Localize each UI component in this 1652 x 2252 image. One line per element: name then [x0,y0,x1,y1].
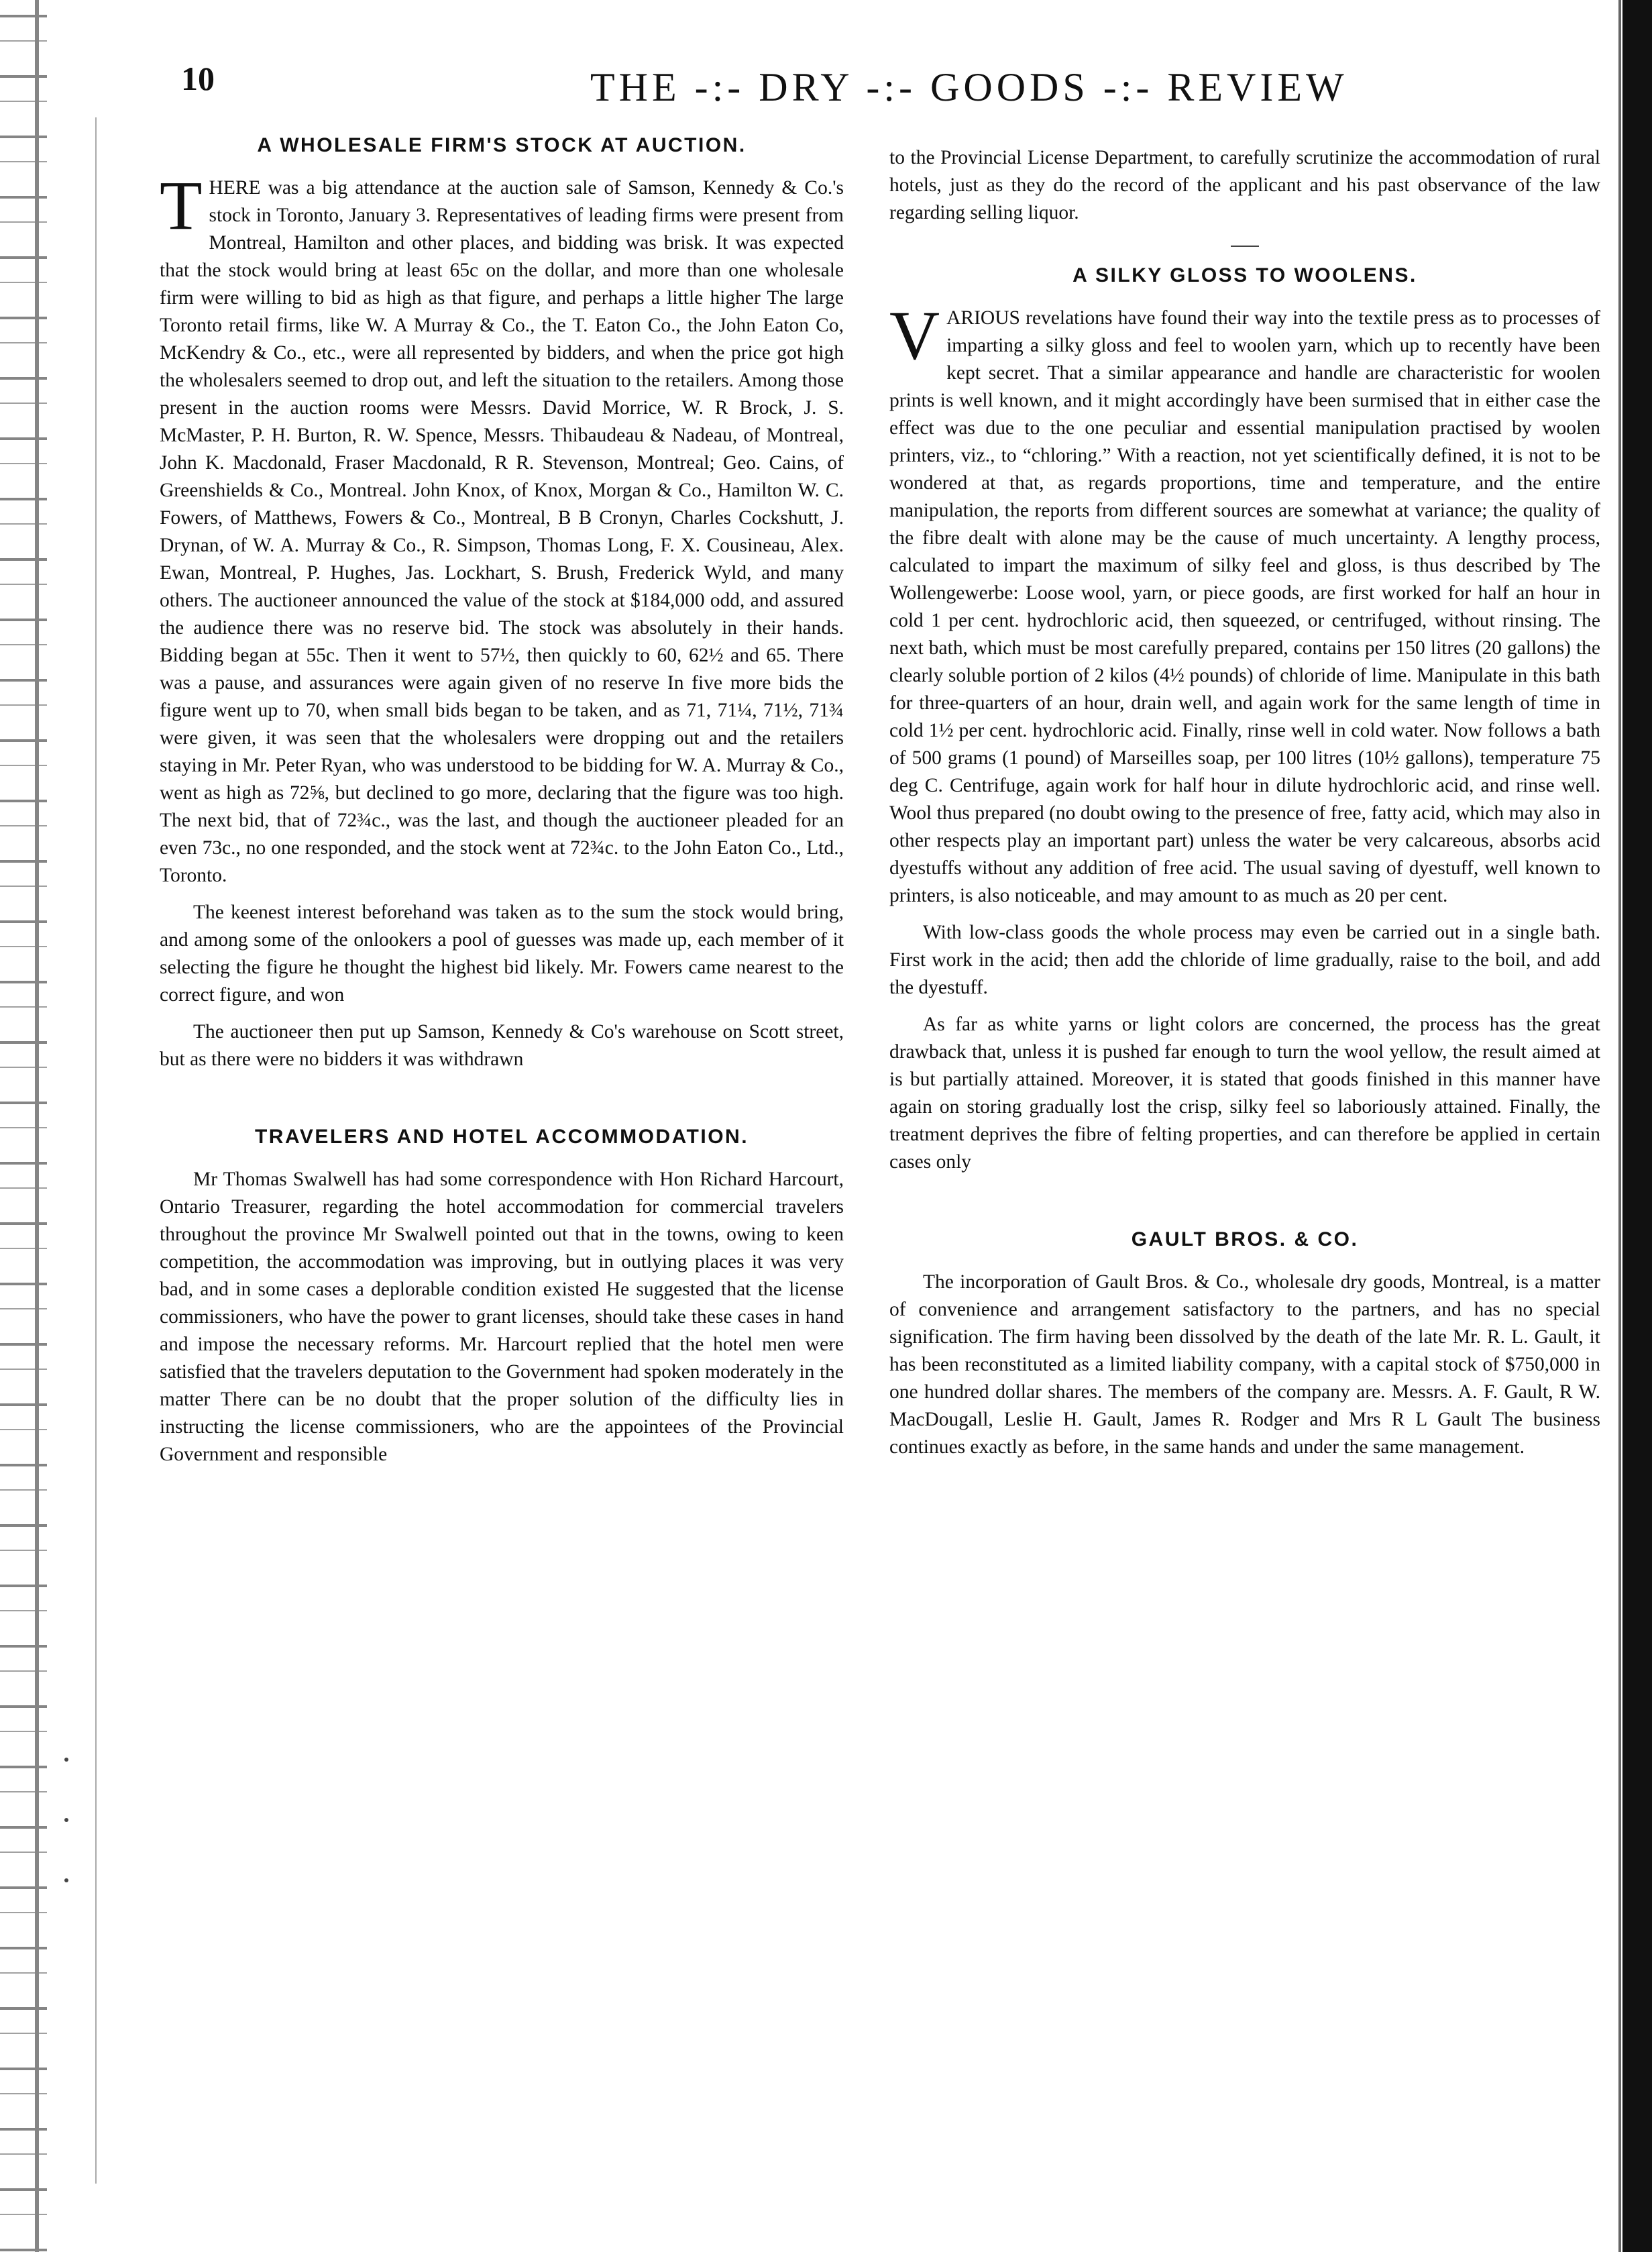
margin-mark [64,1878,68,1882]
divider-rule [889,233,1600,251]
article-headline: A SILKY GLOSS TO WOOLENS. [1072,264,1417,286]
margin-mark [64,1758,68,1762]
scan-right-edge [1622,0,1652,2252]
article-paragraph: Mr Thomas Swalwell has had some correspondence with Hon Richard Harcourt, Ontario Treasurer, regarding the hotel accommodation for commercial travelers throughout the province Mr Swalwell pointed out that in the towns, owing to keen competition, the accommodation was improving, but in outlying places it was very bad, and in some cases a deplorable condition existed He suggested that the license commissioners, who have the power to grant licenses, should take these cases in hand and impose the necessary reforms. Mr. Harcourt replied that the hotel men were satisfied that the travelers deputation to the Government had spoken moderately in the matter There can be no doubt that the proper solution of the difficulty lies in instructing the license commissioners, who are the appointees of the Provincial Government and responsible [160,1169,844,1465]
article-gault [889,1228,1600,1461]
drop-cap: T [160,167,203,244]
article-headline: TRAVELERS AND HOTEL ACCOMMODATION. [254,1126,749,1148]
article-paragraph: As far as white yarns or light colors are concerned, the process has the great drawback that, unless it is pushed far enough to turn the wool yellow, the result aimed at is but partially attained. Moreover, it is stated that goods finished in this manner have again on storing gradually lost the crisp, silky feel so laboriously attained. Finally, the treatment deprives the fibre of felting properties, and can therefore be applied in certain cases only [889,1014,1600,1173]
page-number: 10 [181,60,215,97]
running-head: THE -:- DRY -:- GOODS -:- REVIEW [590,65,1348,109]
paragraph-text: ARIOUS revelations have found their way into the textile press as to processes of imparting a silky gloss and feel to woolen yarn, which up to recently have been kept secret. That a similar appearance and handle are characteristic for woolen prints is well known, and it might accordingly have been surmised that in either case the effect was due to the one peculiar and essential manipulation practised by woolen printers, viz., to “chloring.” With a reaction, not yet scientifically defined, it is not to be wondered at that, as regards proportions, time and temperature, and the entire manipulation, the reports from different sources are somewhat at variance; the quality of the fibre dealt with alone may be the cause of much uncertainty. A lengthy process, calculated to impart the maximum of silky feel and gloss, is thus described by The Wollengewerbe: Loose wool, yarn, or piece goods, are first worked for half an hour in cold 1 per cent. hydrochloric acid, then squeezed, or centrifuged, without rinsing. The next bath, which must be most carefully prepared, contains per 150 litres (20 gallons) the clearly soluble portion of 2 kilos (4½ pounds) of chloride of lime. Manipulate in this bath for three-quarters of an hour, drain well, and again work for the same length of time in cold 1½ per cent. hydrochloric acid. Finally, rinse well in cold water. Now follows a bath of 500 grams (1 pound) of Marseilles soap, per 100 litres (10½ gallons), temperature 75 deg C. Centrifuge, again work for half hour in dilute hydrochloric acid, and rinse well. Wool thus prepared (no doubt owing to the presence of free, fatty acid, which may also in other respects play an important part) unless the water be very calcareous, absorbs acid dyestuffs without any addition of free acid. The usual saving of dyestuff, well known to printers, is also noticeable, and may amount to as much as 20 per cent. [889,307,1600,906]
article-travelers [160,1126,844,1468]
article-silky-gloss [889,264,1600,1176]
drop-cap: V [889,297,940,374]
article-paragraph: The keenest interest beforehand was taken as to the sum the stock would bring, and among some of the onlookers a pool of guesses was made up, each member of it selecting the figure he thought the highest bid likely. Mr. Fowers came nearest to the correct figure, and won [160,902,844,1006]
margin-mark [64,1818,68,1822]
article-paragraph [889,297,1600,910]
article-paragraph: The incorporation of Gault Bros. & Co., wholesale dry goods, Montreal, is a matter of convenience and arrangement satisfactory to the partners, and has no special signification. The firm having been dissolved by the death of the late Mr. R. L. Gault, it has been reconstituted as a limited liability company, with a capital stock of $750,000 in one hundred dollar shares. The members of the company are. Messrs. A. F. Gault, R W. MacDougall, Leslie H. Gault, James R. Rodger and Mrs R L Gault The business continues exactly as before, in the same hands and under the same management. [889,1271,1600,1458]
article-paragraph: The auctioneer then put up Samson, Kennedy & Co's warehouse on Scott street, but as there were no bidders it was withdrawn [160,1021,844,1070]
margin-rule [95,117,97,2184]
article-paragraph: With low-class goods the whole process may even be carried out in a single bath. First work in the acid; then add the chloride of lime gradually, raise to the boil, and add the dyestuff. [889,922,1600,998]
article-headline: A WHOLESALE FIRM'S STOCK AT AUCTION. [257,134,747,156]
paragraph-text: HERE was a big attendance at the auction sale of Samson, Kennedy & Co.'s stock in Toronto, January 3. Representatives of leading firms were present from Montreal, Hamilton and other places, and bidding was brisk. It was expected that the stock would bring at least 65c on the dollar, and more than one wholesale firm were willing to bid as high as that figure, and perhaps a little higher The large Toronto retail firms, like W. A Murray & Co., the T. Eaton Co., the John Eaton Co, McKendry & Co., etc., were all represented by bidders, and when the price got high the wholesalers seemed to drop out, and left the situation to the retailers. Among those present in the auction rooms were Messrs. David Morrice, W. R Brock, J. S. McMaster, P. H. Burton, R. W. Spence, Messrs. Thibaudeau & Nadeau, of Montreal, John K. Macdonald, Fraser Macdonald, R R. Stevenson, Montreal; Geo. Cains, of Greenshields & Co., Montreal. John Knox, of Knox, Morgan & Co., Hamilton W. C. Fowers, of Matthews, Fowers & Co., Montreal, B B Cronyn, Charles Cockshutt, J. Drynan, of W. A. Murray & Co., R. Simpson, Thomas Long, F. X. Cousineau, Alex. Ewan, Montreal, P. Hughes, Jas. Lockhart, S. Brush, Frederick Wyld, and many others. The auctioneer announced the value of the stock at $184,000 odd, and assured the audience there was no reserve bid. The stock was absolutely in their hands. Bidding began at 55c. Then it went to 57½, then quickly to 60, 62½ and 65. There was a pause, and assurances were again given of no reserve In five more bids the figure went up to 70, when small bids began to be taken, and as 71, 71¼, 71½, 71¾ were given, it was seen that the wholesalers were dropping out and the retailers staying in Mr. Peter Ryan, who was understood to be bidding for W. A. Murray & Co., went as high as 72⅝, but declined to go more, declaring that the figure was too high. The next bid, that of 72¾c., was the last, and though the auctioneer pleaded for an even 73c., no one responded, and the stock went at 72¾c. to the John Eaton Co., Ltd., Toronto. [160,177,844,886]
section-spacer [160,1083,844,1126]
article-headline: GAULT BROS. & CO. [1131,1228,1359,1250]
left-column [160,134,844,1478]
scan-binding-edge [0,0,47,2252]
article-auction [160,134,844,1073]
right-column [889,144,1600,1470]
article-paragraph [160,167,844,890]
article-continuation: to the Provincial License Department, to carefully scrutinize the accommodation of rural hotels, just as they do the record of the applicant and his past observance of the law regarding selling liquor. [889,147,1600,223]
section-spacer [889,1185,1600,1228]
